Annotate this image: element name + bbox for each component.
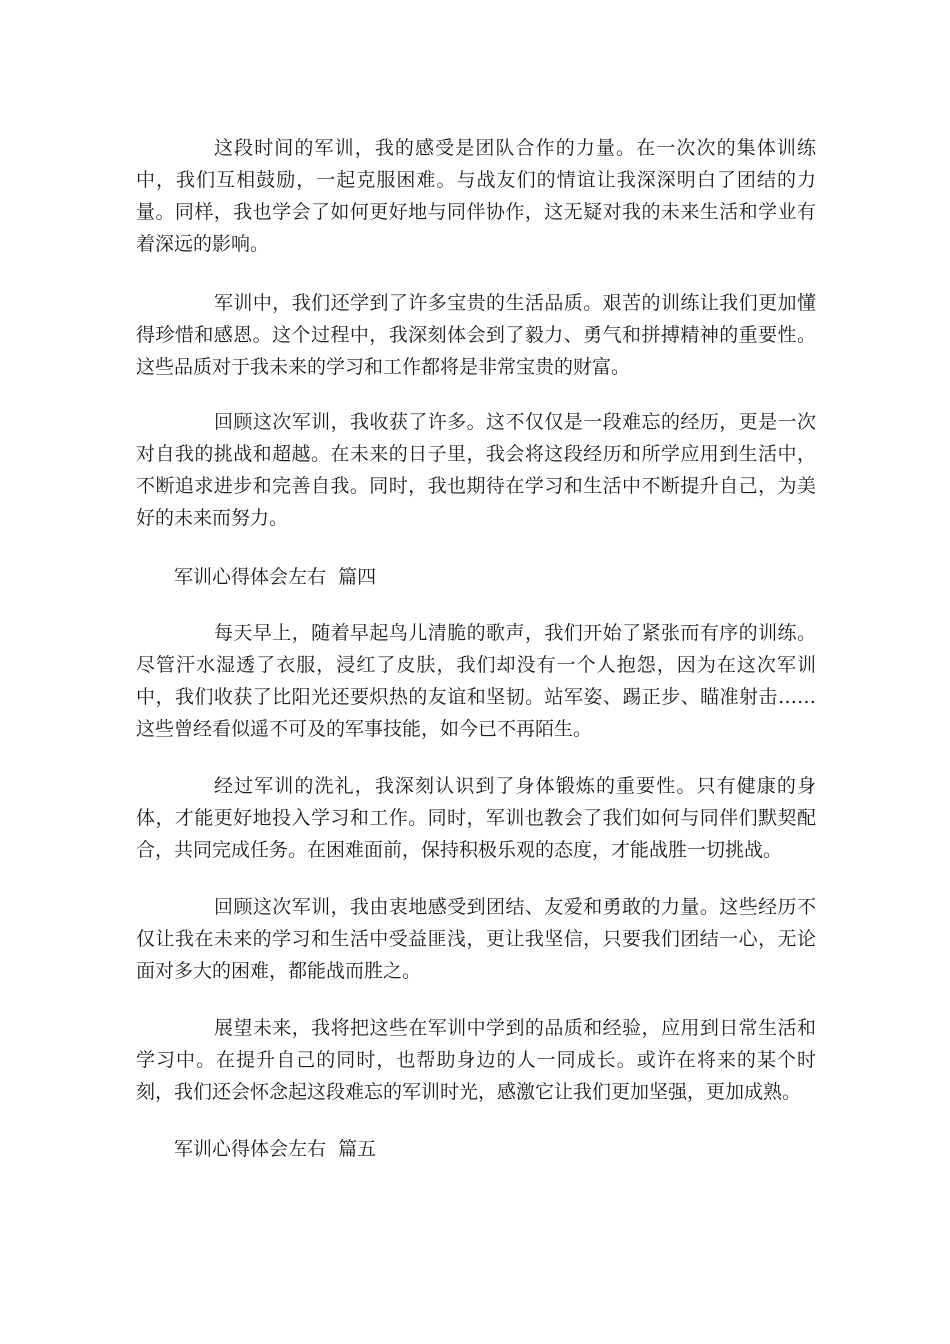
paragraph-text: 展望未来，我将把这些在军训中学到的品质和经验，应用到日常生活和学习中。在提升自己的同时，也帮助身边的人一同成长。或许在将来的某个时刻，我们还会怀念起这段难忘的军训时光，感激它让我们更加坚强，更加成熟。 bbox=[136, 1017, 816, 1103]
paragraph-text: 这段时间的军训，我的感受是团队合作的力量。在一次次的集体训练中，我们互相鼓励，一起克服困难。与战友们的情谊让我深深明白了团结的力量。同样，我也学会了如何更好地与同伴协作，这无疑对我的未来生活和学业有着深远的影响。 bbox=[136, 137, 816, 255]
section-heading-part5: 军训心得体会左右 篇五 bbox=[174, 1138, 377, 1160]
paragraph-3 bbox=[136, 406, 816, 534]
paragraph-text: 回顾这次军训，我由衷地感受到团结、友爱和勇敢的力量。这些经历不仅让我在未来的学习和生活中受益匪浅，更让我坚信，只要我们团结一心，无论面对多大的困难，都能战而胜之。 bbox=[136, 896, 816, 982]
paragraph-2 bbox=[136, 287, 816, 383]
paragraph-text: 经过军训的洗礼，我深刻认识到了身体锻炼的重要性。只有健康的身体，才能更好地投入学习和工作。同时，军训也教会了我们如何与同伴们默契配合，共同完成任务。在困难面前，保持积极乐观的态度，才能战胜一切挑战。 bbox=[136, 775, 816, 861]
paragraph-1 bbox=[136, 132, 816, 260]
paragraph-7 bbox=[136, 1012, 816, 1108]
section-heading-part4: 军训心得体会左右 篇四 bbox=[174, 566, 377, 588]
paragraph-text: 回顾这次军训，我收获了许多。这不仅仅是一段难忘的经历，更是一次对自我的挑战和超越。在未来的日子里，我会将这段经历和所学应用到生活中，不断追求进步和完善自我。同时，我也期待在学习和生活中不断提升自己，为美好的未来而努力。 bbox=[136, 411, 816, 529]
paragraph-4 bbox=[136, 617, 816, 745]
paragraph-6 bbox=[136, 891, 816, 987]
paragraph-5 bbox=[136, 770, 816, 866]
paragraph-text: 每天早上，随着早起鸟儿清脆的歌声，我们开始了紧张而有序的训练。尽管汗水湿透了衣服，浸红了皮肤，我们却没有一个人抱怨，因为在这次军训中，我们收获了比阳光还要炽热的友谊和坚韧。站军姿、踢正步、瞄准射击……这些曾经看似遥不可及的军事技能，如今已不再陌生。 bbox=[136, 622, 816, 740]
paragraph-text: 军训中，我们还学到了许多宝贵的生活品质。艰苦的训练让我们更加懂得珍惜和感恩。这个过程中，我深刻体会到了毅力、勇气和拼搏精神的重要性。这些品质对于我未来的学习和工作都将是非常宝贵的财富。 bbox=[136, 292, 816, 378]
